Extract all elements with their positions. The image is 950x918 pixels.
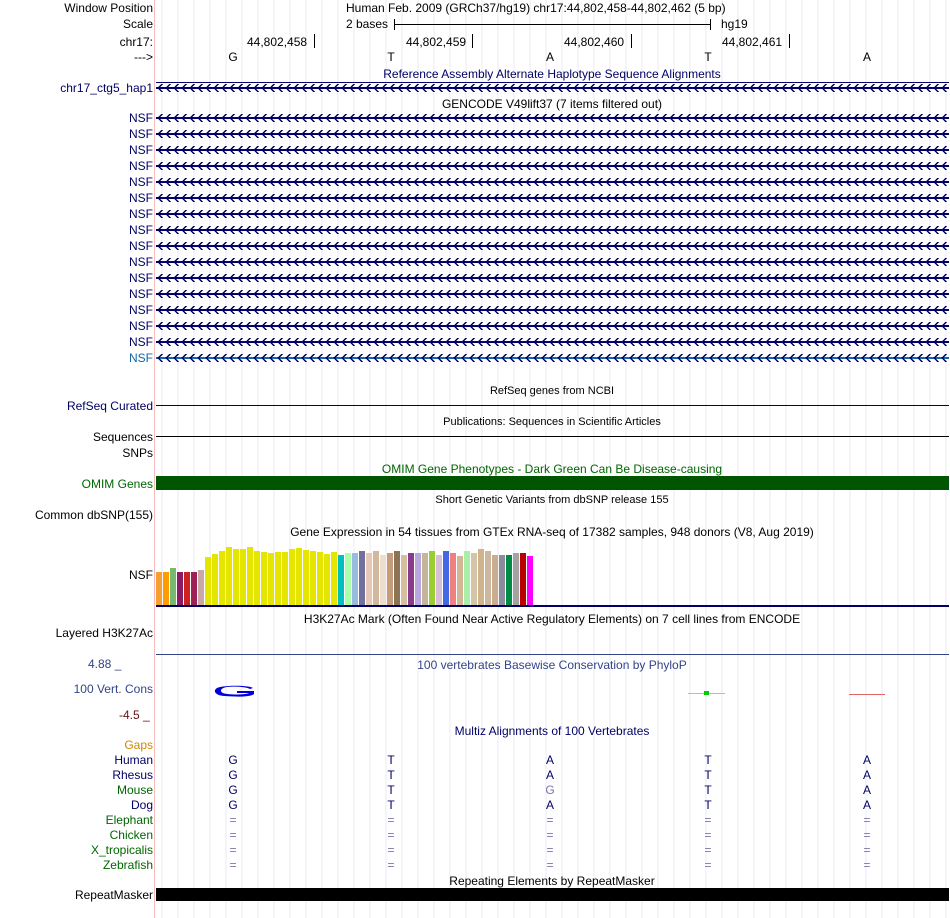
multiz-base: A <box>862 798 872 812</box>
gencode-transcript-feature[interactable] <box>156 293 949 295</box>
alt-haplotype-item-label[interactable]: chr17_ctg5_hap1 <box>60 81 153 95</box>
gencode-item-label[interactable]: NSF <box>129 287 153 301</box>
gtex-tissue-bar[interactable] <box>401 555 407 606</box>
multiz-title[interactable]: Multiz Alignments of 100 Vertebrates <box>454 724 650 738</box>
gtex-tissue-bar[interactable] <box>275 552 281 606</box>
gtex-tissue-bar[interactable] <box>387 553 393 606</box>
h3k27ac-label[interactable]: Layered H3K27Ac <box>55 626 153 640</box>
coord-tick-4 <box>789 34 790 48</box>
multiz-base: = <box>704 843 712 857</box>
gencode-item-label[interactable]: NSF <box>129 335 153 349</box>
publications-snps-label: SNPs <box>122 446 153 460</box>
scale-bases: 2 bases <box>346 17 389 31</box>
conservation-logo-g[interactable] <box>213 685 257 697</box>
multiz-base: = <box>863 813 871 827</box>
gencode-transcript-feature[interactable] <box>156 325 949 327</box>
gencode-item-label[interactable]: NSF <box>129 127 153 141</box>
gtex-tissue-bar[interactable] <box>513 553 519 606</box>
multiz-base: G <box>228 768 238 782</box>
multiz-species-label[interactable]: Human <box>114 753 153 767</box>
publications-feature-line[interactable] <box>156 436 949 437</box>
multiz-base: G <box>228 753 238 767</box>
publications-sequences-label[interactable]: Sequences <box>92 430 153 444</box>
gencode-transcript-feature[interactable] <box>156 357 949 359</box>
gtex-tissue-bar[interactable] <box>226 547 232 606</box>
h3k27ac-baseline <box>156 654 949 655</box>
multiz-base: T <box>704 768 712 782</box>
gencode-item-label[interactable]: NSF <box>129 351 153 365</box>
gtex-tissue-bar[interactable] <box>394 551 400 606</box>
gtex-tissue-bar[interactable] <box>219 551 225 606</box>
refseq-feature-line[interactable] <box>156 405 949 406</box>
multiz-base: T <box>387 768 395 782</box>
refseq-title[interactable]: RefSeq genes from NCBI <box>489 385 615 397</box>
gtex-tissue-bar[interactable] <box>429 551 435 606</box>
gtex-item-label[interactable]: NSF <box>129 568 153 582</box>
gtex-tissue-bar[interactable] <box>415 553 421 606</box>
gtex-tissue-bar[interactable] <box>408 553 414 606</box>
multiz-base: G <box>545 783 555 797</box>
multiz-species-label[interactable]: Elephant <box>105 813 153 827</box>
conservation-title[interactable]: 100 vertebrates Basewise Conservation by PhyloP <box>417 658 687 672</box>
gtex-tissue-bar[interactable] <box>485 551 491 606</box>
coord-1: 44,802,458 <box>247 35 308 49</box>
gtex-tissue-bar[interactable] <box>254 551 260 606</box>
refseq-curated-label[interactable]: RefSeq Curated <box>66 399 153 413</box>
multiz-base: T <box>387 798 395 812</box>
multiz-base: = <box>863 858 871 872</box>
chrom-label: chr17: <box>119 35 153 49</box>
multiz-base: = <box>704 858 712 872</box>
gtex-tissue-bar[interactable] <box>450 553 456 606</box>
gtex-tissue-bar[interactable] <box>177 572 183 606</box>
gencode-item-label[interactable]: NSF <box>129 223 153 237</box>
multiz-species-label[interactable]: Chicken <box>109 828 153 842</box>
multiz-base: = <box>546 858 554 872</box>
repeatmasker-label[interactable]: RepeatMasker <box>74 888 153 902</box>
gtex-tissue-bar[interactable] <box>499 555 505 606</box>
gtex-tissue-bar[interactable] <box>233 549 239 606</box>
gencode-transcript-feature[interactable] <box>156 117 949 119</box>
multiz-base: = <box>229 813 237 827</box>
gencode-transcript-feature[interactable] <box>156 277 949 279</box>
multiz-base: = <box>546 843 554 857</box>
gtex-tissue-bar[interactable] <box>520 553 526 606</box>
conservation-peak-green[interactable] <box>688 693 725 694</box>
ref-base-2: T <box>387 50 395 64</box>
conservation-label[interactable]: 100 Vert. Cons <box>73 682 153 696</box>
multiz-base: T <box>387 753 395 767</box>
dbsnp-label[interactable]: Common dbSNP(155) <box>34 508 153 522</box>
multiz-species-label[interactable]: Rhesus <box>112 768 153 782</box>
gencode-transcript-feature[interactable] <box>156 245 949 247</box>
gtex-tissue-bar[interactable] <box>345 553 351 606</box>
gencode-item-label[interactable]: NSF <box>129 271 153 285</box>
multiz-gaps-label[interactable]: Gaps <box>124 738 153 752</box>
gencode-item-label[interactable]: NSF <box>129 191 153 205</box>
scale-assembly: hg19 <box>721 17 748 31</box>
gencode-transcript-feature[interactable] <box>156 197 949 199</box>
gencode-item-label[interactable]: NSF <box>129 319 153 333</box>
publications-title[interactable]: Publications: Sequences in Scientific Articles <box>443 416 661 428</box>
repeatmasker-title[interactable]: Repeating Elements by RepeatMasker <box>449 874 655 888</box>
gtex-tissue-bar[interactable] <box>492 555 498 606</box>
gencode-transcript-feature[interactable] <box>156 165 949 167</box>
multiz-base: G <box>228 798 238 812</box>
multiz-base: A <box>545 753 555 767</box>
gtex-title[interactable]: Gene Expression in 54 tissues from GTEx RNA-seq of 17382 samples, 948 donors (V8, Aug 2019) <box>290 525 814 539</box>
repeatmasker-feature-bar[interactable] <box>156 888 949 901</box>
alt-haplotype-separator <box>156 82 949 83</box>
gtex-tissue-bar[interactable] <box>436 555 442 606</box>
gencode-transcript-feature[interactable] <box>156 149 949 151</box>
conservation-min-label: -4.5 _ <box>119 708 150 722</box>
multiz-base: T <box>704 783 712 797</box>
multiz-base: = <box>229 858 237 872</box>
gtex-tissue-bar[interactable] <box>170 568 176 606</box>
coord-tick-2 <box>472 34 473 48</box>
multiz-base: G <box>228 783 238 797</box>
multiz-base: = <box>704 813 712 827</box>
strand-label: ---> <box>134 50 153 64</box>
multiz-species-label[interactable]: Mouse <box>116 783 153 797</box>
scale-bar <box>394 24 711 25</box>
label-margin-divider <box>154 0 155 918</box>
gtex-tissue-bar[interactable] <box>261 552 267 606</box>
gtex-tissue-bar[interactable] <box>471 553 477 606</box>
multiz-base: = <box>863 828 871 842</box>
multiz-base: = <box>546 828 554 842</box>
multiz-species-label[interactable]: Zebrafish <box>102 858 153 872</box>
gencode-item-label[interactable]: NSF <box>129 111 153 125</box>
multiz-base: A <box>862 753 872 767</box>
ref-base-5: A <box>862 50 872 64</box>
gtex-tissue-bar[interactable] <box>457 556 463 606</box>
alt-haplotype-title[interactable]: Reference Assembly Alternate Haplotype Sequence Alignments <box>383 67 721 81</box>
multiz-base: T <box>387 783 395 797</box>
gtex-tissue-bar[interactable] <box>422 553 428 606</box>
gencode-transcript-feature[interactable] <box>156 309 949 311</box>
gtex-tissue-bar[interactable] <box>380 555 386 606</box>
omim-title[interactable]: OMIM Gene Phenotypes - Dark Green Can Be Disease-causing <box>381 462 723 476</box>
gencode-item-label[interactable]: NSF <box>129 303 153 317</box>
gtex-baseline <box>156 605 949 607</box>
coord-2: 44,802,459 <box>406 35 467 49</box>
gtex-tissue-bar[interactable] <box>324 554 330 606</box>
alt-haplotype-feature[interactable] <box>156 87 949 89</box>
gtex-tissue-bar[interactable] <box>338 555 344 606</box>
gtex-tissue-bar[interactable] <box>464 551 470 606</box>
gtex-tissue-bar[interactable] <box>296 548 302 606</box>
gtex-tissue-bar[interactable] <box>282 552 288 606</box>
multiz-base: = <box>229 828 237 842</box>
gtex-tissue-bar[interactable] <box>184 572 190 606</box>
multiz-base: A <box>862 768 872 782</box>
gencode-item-label[interactable]: NSF <box>129 207 153 221</box>
gtex-tissue-bar[interactable] <box>359 551 365 606</box>
gencode-transcript-feature[interactable] <box>156 133 949 135</box>
dbsnp-title[interactable]: Short Genetic Variants from dbSNP release 155 <box>435 494 669 506</box>
conservation-peak-red[interactable] <box>849 694 885 695</box>
gencode-item-label[interactable]: NSF <box>129 175 153 189</box>
conservation-g-glyph <box>213 685 257 697</box>
multiz-base: = <box>546 813 554 827</box>
gtex-tissue-bar[interactable] <box>331 552 337 606</box>
omim-genes-label[interactable]: OMIM Genes <box>81 477 153 491</box>
gtex-bar-chart[interactable] <box>156 540 536 606</box>
multiz-species-label[interactable]: X_tropicalis <box>90 843 153 857</box>
gencode-transcript-feature[interactable] <box>156 181 949 183</box>
gtex-tissue-bar[interactable] <box>366 553 372 606</box>
gtex-tissue-bar[interactable] <box>303 550 309 606</box>
gtex-tissue-bar[interactable] <box>443 551 449 606</box>
coord-4: 44,802,461 <box>722 35 783 49</box>
h3k27ac-title[interactable]: H3K27Ac Mark (Often Found Near Active Regulatory Elements) on 7 cell lines from ENCODE <box>303 612 801 626</box>
coord-tick-1 <box>314 34 315 48</box>
window-position-value: Human Feb. 2009 (GRCh37/hg19) chr17:44,802,458-44,802,462 (5 bp) <box>346 1 726 15</box>
scale-label: Scale <box>122 17 153 31</box>
multiz-base: A <box>545 768 555 782</box>
ref-base-3: A <box>545 50 555 64</box>
multiz-base: = <box>704 828 712 842</box>
multiz-species-label[interactable]: Dog <box>130 798 153 812</box>
multiz-base: = <box>387 843 395 857</box>
ref-base-1: G <box>228 50 238 64</box>
coord-3: 44,802,460 <box>564 35 625 49</box>
gtex-tissue-bar[interactable] <box>317 552 323 606</box>
gtex-tissue-bar[interactable] <box>478 549 484 606</box>
gencode-item-label[interactable]: NSF <box>129 255 153 269</box>
omim-feature-bar[interactable] <box>156 476 949 490</box>
multiz-base: A <box>862 783 872 797</box>
gtex-tissue-bar[interactable] <box>163 572 169 606</box>
conservation-max-label: 4.88 _ <box>88 657 122 671</box>
gtex-tissue-bar[interactable] <box>156 572 162 606</box>
multiz-base: T <box>704 798 712 812</box>
gtex-tissue-bar[interactable] <box>506 555 512 606</box>
gencode-transcript-feature[interactable] <box>156 229 949 231</box>
ref-base-4: T <box>704 50 712 64</box>
gtex-tissue-bar[interactable] <box>527 556 533 606</box>
gencode-item-label[interactable]: NSF <box>129 159 153 173</box>
gtex-tissue-bar[interactable] <box>205 557 211 606</box>
window-position-label: Window Position <box>64 1 153 15</box>
gencode-transcript-feature[interactable] <box>156 213 949 215</box>
gencode-item-label[interactable]: NSF <box>129 239 153 253</box>
gtex-tissue-bar[interactable] <box>289 549 295 606</box>
multiz-base: T <box>704 753 712 767</box>
coord-tick-3 <box>631 34 632 48</box>
gtex-tissue-bar[interactable] <box>268 553 274 606</box>
gtex-tissue-bar[interactable] <box>310 551 316 606</box>
gtex-tissue-bar[interactable] <box>198 570 204 606</box>
gtex-tissue-bar[interactable] <box>247 547 253 606</box>
gtex-tissue-bar[interactable] <box>191 572 197 606</box>
gtex-tissue-bar[interactable] <box>373 551 379 606</box>
gencode-item-label[interactable]: NSF <box>129 143 153 157</box>
multiz-base: A <box>545 798 555 812</box>
gtex-tissue-bar[interactable] <box>212 554 218 606</box>
gencode-transcript-feature[interactable] <box>156 261 949 263</box>
multiz-base: = <box>863 843 871 857</box>
gtex-tissue-bar[interactable] <box>352 553 358 606</box>
multiz-base: = <box>387 828 395 842</box>
gtex-tissue-bar[interactable] <box>240 549 246 606</box>
multiz-base: = <box>387 858 395 872</box>
multiz-base: = <box>387 813 395 827</box>
gencode-transcript-feature[interactable] <box>156 341 949 343</box>
multiz-base: = <box>229 843 237 857</box>
gencode-title[interactable]: GENCODE V49lift37 (7 items filtered out) <box>441 97 663 111</box>
